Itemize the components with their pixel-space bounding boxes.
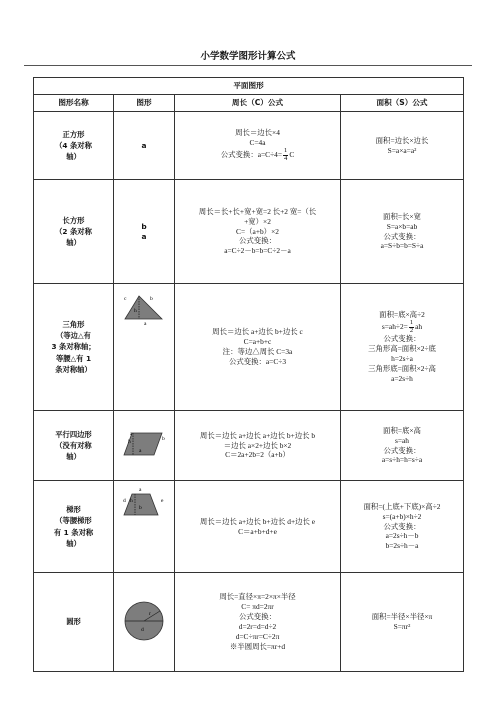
shape-name-rectangle: 长方形 （2 条对称 轴） bbox=[34, 180, 114, 284]
section-title: 平面图形 bbox=[34, 78, 464, 95]
shape-name-square: 正方形 （4 条对称 轴） bbox=[34, 112, 114, 180]
shape-name-parallelogram: 平行四边形 （没有对称 轴） bbox=[34, 411, 114, 481]
header-area: 面积（S）公式 bbox=[341, 95, 464, 112]
circle-figure-cell bbox=[114, 573, 175, 672]
triangle-figure-cell bbox=[114, 284, 175, 411]
shape-name-trapezoid: 梯形 （等腰梯形 有 1 条对称 轴） bbox=[34, 481, 114, 573]
trapezoid-perimeter-formulas: 周长＝边长 a+边长 b+边长 d+边长 e C＝a+b+d+e bbox=[175, 481, 341, 573]
shape-name-triangle: 三角形 （等边△有 3 条对称轴； 等腰△有 1 条对称轴） bbox=[34, 284, 114, 411]
trapezoid-label-d: d bbox=[123, 498, 126, 504]
parallelogram-label-b: b bbox=[162, 436, 165, 442]
square-area-formulas: 面积=边长×边长 S=a×a=a² bbox=[341, 112, 464, 180]
rectangle-perimeter-formulas: 周长＝长+长+宽+宽=2 长+2 宽=（长 +宽）×2 C=（a+b）×2 公式变换： a=C÷2－b=b=C÷2－a bbox=[175, 180, 341, 284]
table-row-circle bbox=[34, 573, 464, 672]
trapezoid-area-formulas: 面积=(上底+下底)×高÷2 s=(a+b)×h÷2 公式变换： a=2s÷h－b b=2s÷h－a bbox=[341, 481, 464, 573]
square-figure bbox=[114, 112, 175, 180]
header-shape-name: 图形名称 bbox=[34, 95, 114, 112]
shape-name-circle: 圆形 bbox=[34, 573, 114, 672]
parallelogram-figure-cell bbox=[114, 411, 175, 481]
header-figure: 图形 bbox=[114, 95, 175, 112]
document-title: 小学数学图形计算公式 bbox=[200, 51, 296, 62]
header-perimeter: 周长（C）公式 bbox=[175, 95, 341, 112]
rectangle-width-label: b bbox=[141, 221, 147, 231]
circle-diagram bbox=[122, 599, 166, 643]
table-row-parallelogram bbox=[34, 411, 464, 481]
square-perimeter-formulas: 周长＝边长×4 C=4a 公式变换：a=C÷4= $\frac{1}{4}$ C bbox=[175, 112, 341, 180]
triangle-label-c: c bbox=[124, 296, 127, 302]
trapezoid-label-b: b bbox=[139, 505, 142, 511]
rectangle-area-formulas: 面积=长×宽 S=a×b=ab 公式变换： a=S÷b=b=S÷a bbox=[341, 180, 464, 284]
table-row-triangle bbox=[34, 284, 464, 411]
rectangle-figure bbox=[114, 180, 175, 284]
table-row-rectangle bbox=[34, 180, 464, 284]
trapezoid-label-h: h bbox=[130, 498, 133, 504]
formula-table bbox=[33, 77, 464, 672]
circle-label-r: r bbox=[149, 610, 151, 617]
fraction-quarter: $\frac{1}{4}$ bbox=[284, 147, 288, 162]
triangle-label-b: b bbox=[150, 296, 153, 302]
parallelogram-area-formulas: 面积=底×高 s=ah 公式变换： a=s÷h=h=s÷a bbox=[341, 411, 464, 481]
parallelogram-perimeter-formulas: 周长＝边长 a+边长 a+边长 b+边长 b ＝边长 a×2+边长 b×2 C＝2a+2b=2（a+b） bbox=[175, 411, 341, 481]
circle-area-formulas: 面积=半径×半径×π S=πr² bbox=[341, 573, 464, 672]
triangle-perimeter-formulas: 周长＝边长 a+边长 b+边长 c C=a+b+c 注：等边△周长 C=3a 公式变换：a=C÷3 bbox=[175, 284, 341, 411]
parallelogram-diagram bbox=[122, 429, 166, 459]
fraction-half: $\frac{1}{2}$ bbox=[409, 318, 414, 334]
circle-label-d: d bbox=[141, 626, 144, 633]
trapezoid-diagram bbox=[121, 485, 167, 519]
triangle-label-h: h bbox=[134, 308, 137, 314]
parallelogram-label-a: a bbox=[139, 448, 142, 454]
trapezoid-label-e: e bbox=[161, 498, 164, 504]
parallelogram-label-a-top: a bbox=[130, 432, 133, 437]
triangle-diagram bbox=[122, 292, 166, 326]
title-rule bbox=[24, 65, 472, 66]
trapezoid-figure-cell bbox=[114, 481, 175, 573]
circle-perimeter-formulas: 周长=直径×π=2×π×半径 C= πd=2πr 公式变换： d=2r=d=d÷2 d=C÷πr=C÷2π ※半圆周长=πr+d bbox=[175, 573, 341, 672]
table-row-square bbox=[34, 112, 464, 180]
square-side-label: a bbox=[141, 140, 147, 150]
triangle-area-formulas: 面积=底×高÷2 s=ah÷2= $\frac{1}{2}$ ah 公式变换： 三角形高=面积×2÷底 h=2s÷a 三角形底=面积×2÷高 a=2s÷h bbox=[341, 284, 464, 411]
trapezoid-label-a: a bbox=[139, 487, 142, 493]
parallelogram-label-h: h bbox=[128, 439, 131, 445]
table-row-trapezoid bbox=[34, 481, 464, 573]
triangle-label-a: a bbox=[144, 321, 147, 326]
rectangle-length-label: a bbox=[141, 231, 147, 241]
